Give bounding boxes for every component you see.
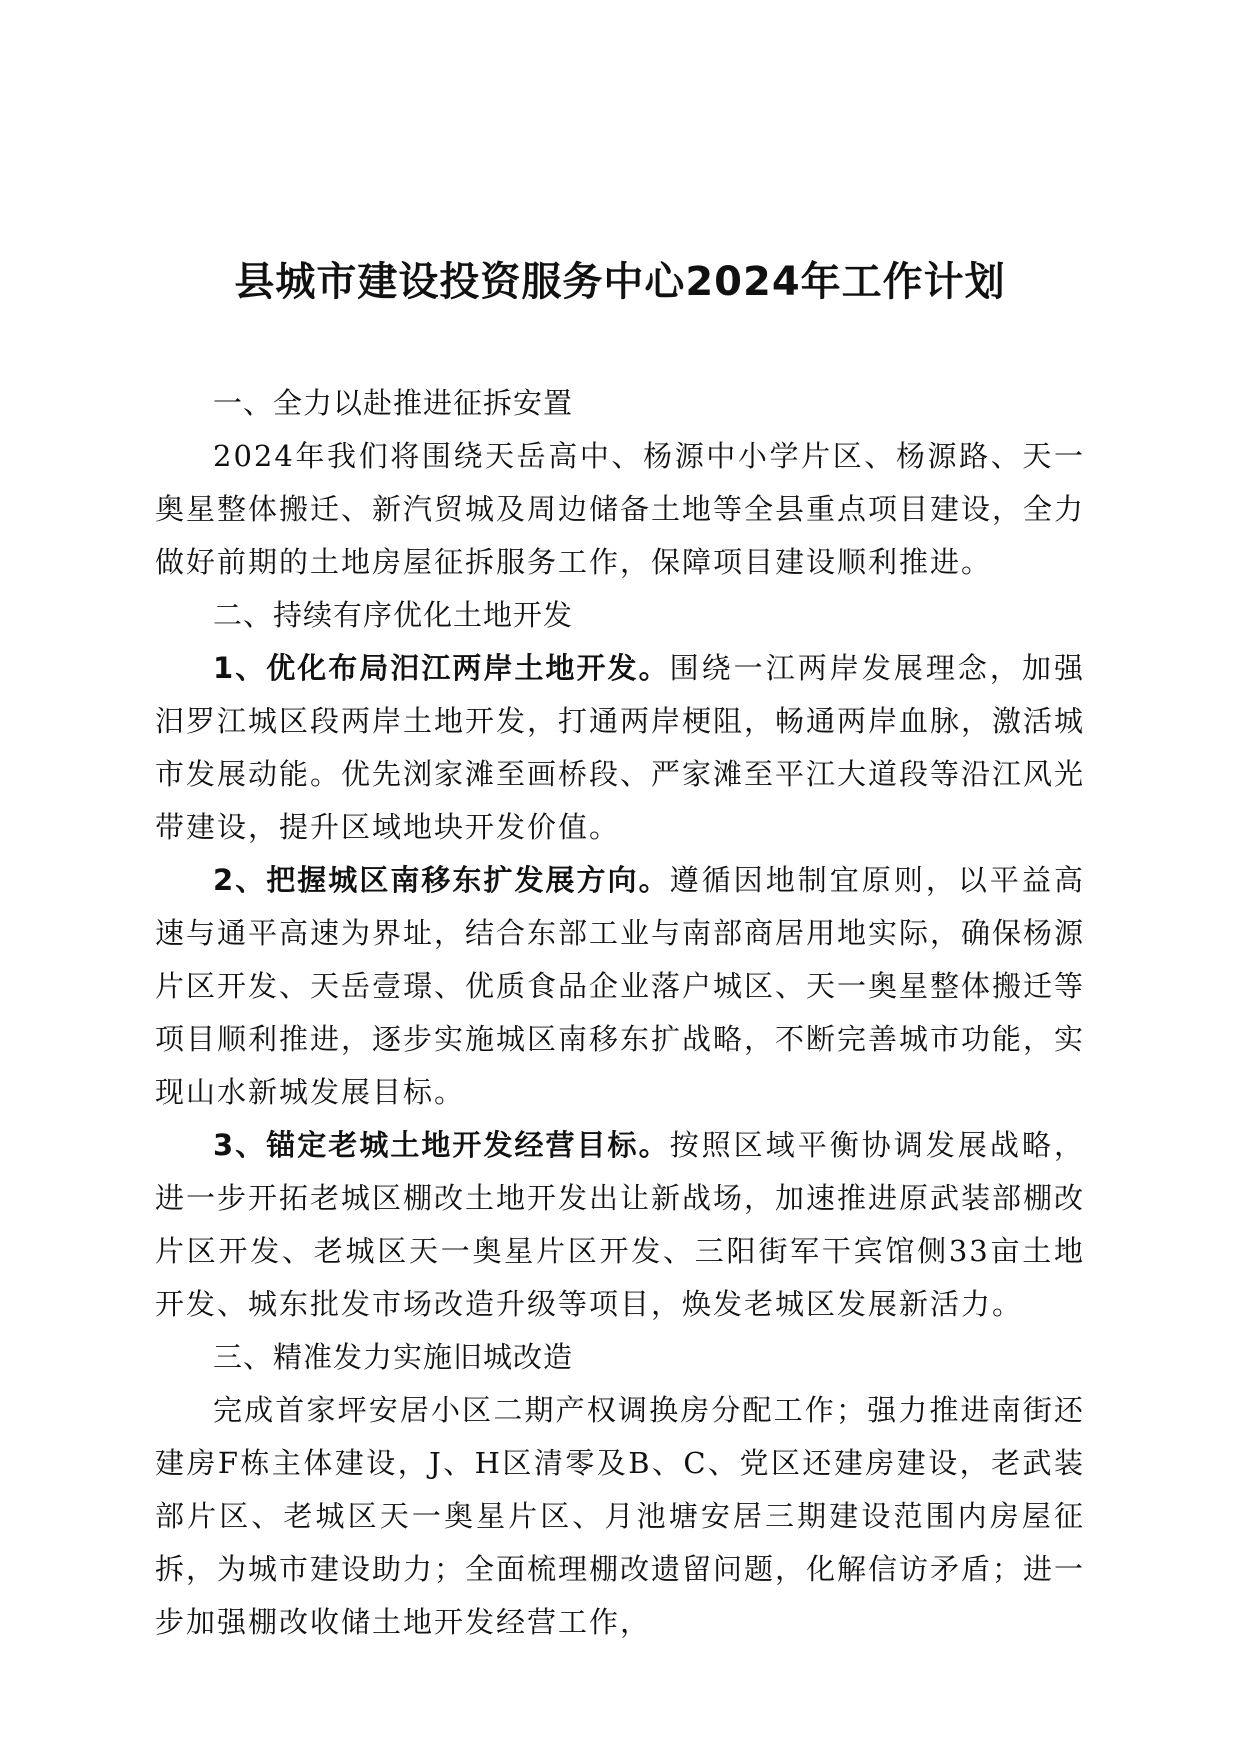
section-2-item-2 bbox=[155, 854, 1085, 1119]
item-1-text: 围绕一江两岸发展理念，加强汨罗江城区段两岸土地开发，打通两岸梗阻，畅通两岸血脉，激活城市发展动能。优先浏家滩至画桥段、严家滩至平江大道段等沿江风光带建设，提升区域地块开发价值。 bbox=[155, 651, 1086, 844]
section-2-item-3 bbox=[155, 1119, 1085, 1331]
section-2-item-1 bbox=[155, 642, 1085, 854]
document-title: 县城市建设投资服务中心2024年工作计划 bbox=[234, 259, 1006, 305]
item-2-lead: 2、把握城区南移东扩发展方向。 bbox=[213, 863, 670, 897]
item-2-text: 遵循因地制宜原则，以平益高速与通平高速为界址，结合东部工业与南部商居用地实际，确保杨源片区开发、天岳壹璟、优质食品企业落户城区、天一奥星整体搬迁等项目顺利推进，逐步实施城区南移东扩战略，不断完善城市功能，实现山水新城发展目标。 bbox=[155, 863, 1086, 1109]
section-heading-2: 二、持续有序优化土地开发 bbox=[213, 598, 574, 632]
section-3-paragraph: 完成首家坪安居小区二期产权调换房分配工作；强力推进南街还建房F栋主体建设，J、H区清零及B、C、党区还建房建设，老武装部片区、老城区天一奥星片区、月池塘安居三期建设范围内房屋征拆，为城市建设助力；全面梳理棚改遗留问题，化解信访矛盾；进一步加强棚改收储土地开发经营工作， bbox=[155, 1393, 1086, 1639]
section-heading-1: 一、全力以赴推进征拆安置 bbox=[213, 386, 574, 420]
section-heading-3: 三、精准发力实施旧城改造 bbox=[213, 1340, 574, 1374]
item-3-text: 按照区域平衡协调发展战略，进一步开拓老城区棚改土地开发出让新战场，加速推进原武装部棚改片区开发、老城区天一奥星片区开发、三阳街军干宾馆侧33亩土地开发、城东批发市场改造升级等项目，焕发老城区发展新活力。 bbox=[155, 1128, 1086, 1321]
document-body bbox=[155, 377, 1085, 1649]
item-1-lead: 1、优化布局汨江两岸土地开发。 bbox=[213, 651, 670, 685]
section-1-paragraph: 2024年我们将围绕天岳高中、杨源中小学片区、杨源路、天一奥星整体搬迁、新汽贸城及周边储备土地等全县重点项目建设，全力做好前期的土地房屋征拆服务工作，保障项目建设顺利推进。 bbox=[155, 439, 1086, 579]
item-3-lead: 3、锚定老城土地开发经营目标。 bbox=[213, 1128, 670, 1162]
